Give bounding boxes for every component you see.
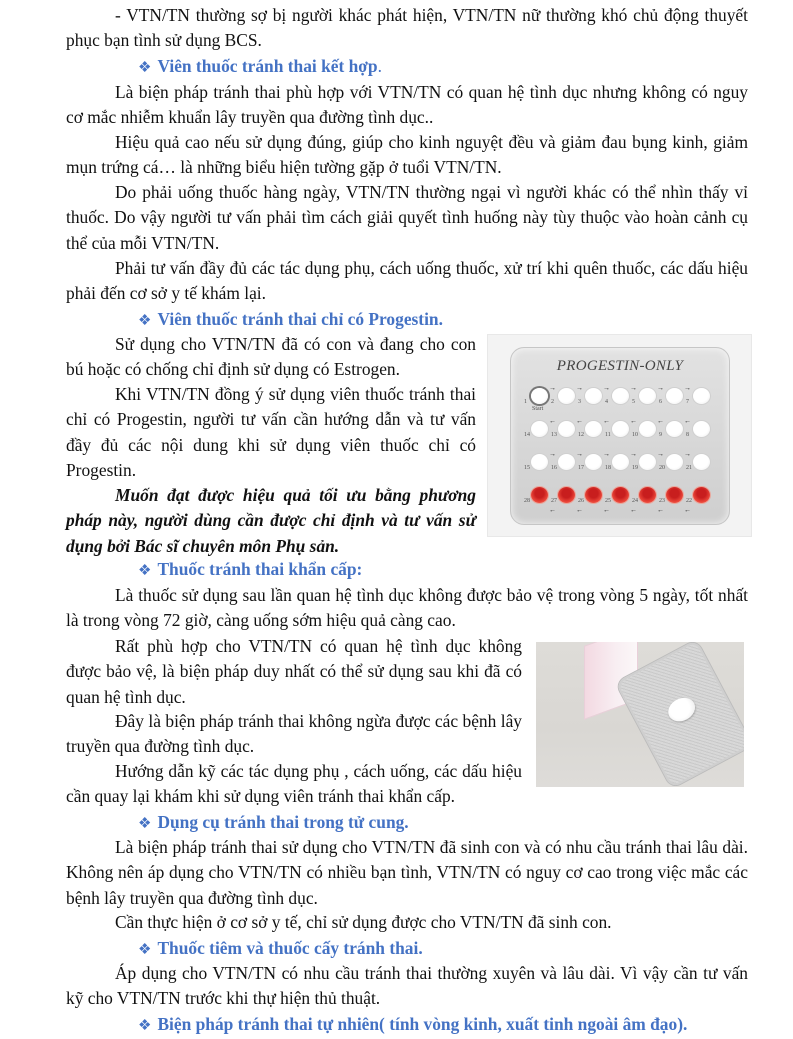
red-pill <box>639 487 656 503</box>
day-number: 17 <box>578 465 584 471</box>
paragraph: Phải tư vấn đầy đủ các tác dụng phụ, cách uống thuốc, xử trí khi quên thuốc, các dấu hiệu phải đến cơ sở y tế khám lại. <box>66 258 748 304</box>
day-number: 26 <box>578 498 584 504</box>
red-pill <box>585 487 602 503</box>
day-number: 10 <box>632 432 638 438</box>
white-pill <box>612 388 629 404</box>
arrow-right-icon: → <box>657 384 664 392</box>
day-number: 7 <box>686 399 689 405</box>
white-pill <box>531 388 548 404</box>
arrow-left-icon: ← <box>576 506 583 514</box>
start-label: Start <box>532 406 544 412</box>
day-number: 21 <box>686 465 692 471</box>
arrow-left-icon: ← <box>549 417 556 425</box>
arrow-left-icon: ← <box>603 506 610 514</box>
white-pill <box>693 454 710 470</box>
arrow-left-icon: ← <box>657 506 664 514</box>
white-pill <box>666 388 683 404</box>
day-number: 3 <box>578 399 581 405</box>
arrow-right-icon: → <box>657 450 664 458</box>
day-number: 15 <box>524 465 530 471</box>
day-number: 27 <box>551 498 557 504</box>
white-pill <box>639 388 656 404</box>
red-pill <box>558 487 575 503</box>
white-pill <box>531 454 548 470</box>
paragraph: Hiệu quả cao nếu sử dụng đúng, giúp cho kinh nguyệt đều và giảm đau bụng kinh, giảm mụn trứng cá… là những biểu hiện tường gặp ở tuổi VTN/TN. <box>66 132 748 178</box>
white-pill <box>558 421 575 437</box>
arrow-right-icon: → <box>684 450 691 458</box>
heading-text: Viên thuốc tránh thai chỉ có Progestin. <box>157 309 443 329</box>
day-number: 4 <box>605 399 608 405</box>
white-pill <box>585 421 602 437</box>
heading-text: Biện pháp tránh thai tự nhiên( tính vòng kinh, xuất tinh ngoài âm đạo). <box>157 1014 688 1034</box>
diamond-bullet-icon: ❖ <box>138 816 152 832</box>
arrow-right-icon: → <box>630 384 637 392</box>
arrow-left-icon: ← <box>684 506 691 514</box>
pack-label: PROGESTIN-ONLY <box>556 358 684 374</box>
day-number: 6 <box>659 399 662 405</box>
day-number: 16 <box>551 465 557 471</box>
diamond-bullet-icon: ❖ <box>138 313 152 329</box>
heading-text: Viên thuốc tránh thai kết hợp <box>157 56 378 76</box>
paragraph: Hướng dẫn kỹ các tác dụng phụ , cách uống, các dấu hiệu cần quay lại khám khi sử dụng viên tránh thai khẩn cấp. <box>66 761 522 807</box>
paragraph: Rất phù hợp cho VTN/TN có quan hệ tình dục không được bảo vệ, là biện pháp duy nhất có thể sử dụng sau khi đã có quan hệ tình dục. <box>66 636 522 707</box>
paragraph: Áp dụng cho VTN/TN có nhu cầu tránh thai thường xuyên và lâu dài. Vì vậy cần tư vấn kỹ cho VTN/TN trước khi thự hiện thủ thuật. <box>66 963 748 1009</box>
arrow-right-icon: → <box>549 450 556 458</box>
day-number: 18 <box>605 465 611 471</box>
arrow-right-icon: → <box>603 450 610 458</box>
arrow-right-icon: → <box>576 450 583 458</box>
paragraph: Đây là biện pháp tránh thai không ngừa được các bệnh lây truyền qua đường tình dục. <box>66 711 522 757</box>
arrow-left-icon: ← <box>657 417 664 425</box>
day-number: 8 <box>686 432 689 438</box>
diamond-bullet-icon: ❖ <box>138 1018 152 1034</box>
white-pill <box>639 454 656 470</box>
white-pill <box>666 421 683 437</box>
day-number: 22 <box>686 498 692 504</box>
heading-emergency-pill <box>66 557 362 584</box>
heading-natural-methods <box>66 1012 687 1039</box>
day-number: 19 <box>632 465 638 471</box>
arrow-right-icon: → <box>684 384 691 392</box>
arrow-right-icon: → <box>576 384 583 392</box>
arrow-left-icon: ← <box>603 417 610 425</box>
white-pill <box>666 454 683 470</box>
white-pill <box>558 388 575 404</box>
heading-injectable <box>66 936 423 963</box>
white-pill <box>612 454 629 470</box>
day-number: 5 <box>632 399 635 405</box>
white-pill <box>693 421 710 437</box>
emphasis-paragraph: Muốn đạt được hiệu quả tối ưu bằng phương pháp này, người dùng cần được chỉ định và tư vấn sử dụng bởi Bác sĩ chuyên môn Phụ sản. <box>66 485 476 556</box>
white-pill <box>639 421 656 437</box>
white-pill <box>585 454 602 470</box>
pill-blister-pack <box>510 347 730 525</box>
arrow-right-icon: → <box>603 384 610 392</box>
arrow-left-icon: ← <box>549 506 556 514</box>
day-number: 11 <box>605 432 611 438</box>
paragraph: Là biện pháp tránh thai phù hợp với VTN/TN có quan hệ tình dục nhưng không có nguy cơ mắc nhiễm khuẩn lây truyền qua đường tình dục.. <box>66 82 748 128</box>
white-pill <box>558 454 575 470</box>
red-pill <box>693 487 710 503</box>
arrow-left-icon: ← <box>630 506 637 514</box>
arrow-left-icon: ← <box>684 417 691 425</box>
heading-iud <box>66 810 409 837</box>
paragraph: Do phải uống thuốc hàng ngày, VTN/TN thường ngại vì người khác có thể nhìn thấy vỉ thuốc. Do vậy người tư vấn phải tìm cách giải quyết tình huống này tùy thuộc vào hoàn cảnh cụ thể của mỗi VTN/TN. <box>66 182 748 253</box>
day-number: 9 <box>659 432 662 438</box>
arrow-right-icon: → <box>549 384 556 392</box>
diamond-bullet-icon: ❖ <box>138 942 152 958</box>
heading-tail: . <box>377 56 382 76</box>
white-pill <box>693 388 710 404</box>
day-number: 25 <box>605 498 611 504</box>
heading-progestin-pill <box>66 307 443 334</box>
white-pill <box>585 388 602 404</box>
white-pill <box>531 421 548 437</box>
arrow-right-icon: → <box>630 450 637 458</box>
day-number: 28 <box>524 498 530 504</box>
diamond-bullet-icon: ❖ <box>138 60 152 76</box>
day-number: 1 <box>524 399 527 405</box>
paragraph: Khi VTN/TN đồng ý sử dụng viên thuốc tránh thai chỉ có Progestin, người tư vấn cần hướng dẫn và tư vấn đầy đủ các nội dung khi sử dụng viên thuốc chỉ có Progestin. <box>66 384 476 480</box>
intro-paragraph: - VTN/TN thường sợ bị người khác phát hiện, VTN/TN nữ thường khó chủ động thuyết phục bạn tình sử dụng BCS. <box>66 5 748 51</box>
day-number: 24 <box>632 498 638 504</box>
heading-text: Dụng cụ tránh thai trong tử cung. <box>157 812 409 832</box>
red-pill <box>531 487 548 503</box>
day-number: 2 <box>551 399 554 405</box>
progestin-only-pack-image <box>487 334 752 537</box>
arrow-left-icon: ← <box>630 417 637 425</box>
arrow-left-icon: ← <box>576 417 583 425</box>
red-pill <box>666 487 683 503</box>
heading-text: Thuốc tiêm và thuốc cấy tránh thai. <box>157 938 423 958</box>
red-pill <box>612 487 629 503</box>
heading-combined-pill <box>66 54 382 81</box>
white-pill <box>612 421 629 437</box>
single-pill <box>664 693 699 726</box>
day-number: 12 <box>578 432 584 438</box>
paragraph: Là thuốc sử dụng sau lần quan hệ tình dục không được bảo vệ trong vòng 5 ngày, tốt nhất là trong vòng 72 giờ, càng uống sớm hiệu quả càng cao. <box>66 585 748 631</box>
heading-text: Thuốc tránh thai khẩn cấp: <box>157 559 363 579</box>
paragraph: Cần thực hiện ở cơ sở y tế, chỉ sử dụng được cho VTN/TN đã sinh con. <box>115 912 612 932</box>
diamond-bullet-icon: ❖ <box>138 563 152 579</box>
day-number: 20 <box>659 465 665 471</box>
day-number: 23 <box>659 498 665 504</box>
paragraph: Sử dụng cho VTN/TN đã có con và đang cho con bú hoặc có chống chỉ định sử dụng có Estrogen. <box>66 334 476 380</box>
day-number: 13 <box>551 432 557 438</box>
day-number: 14 <box>524 432 530 438</box>
paragraph: Là biện pháp tránh thai sử dụng cho VTN/TN đã sinh con và có nhu cầu tránh thai lâu dài. Không nên áp dụng cho VTN/TN có nhiều bạn tình, VTN/TN có nguy cơ cao trong việc mắc các bệnh lây truyền qua đường tình dục. <box>66 837 748 908</box>
emergency-pill-image <box>536 642 744 787</box>
